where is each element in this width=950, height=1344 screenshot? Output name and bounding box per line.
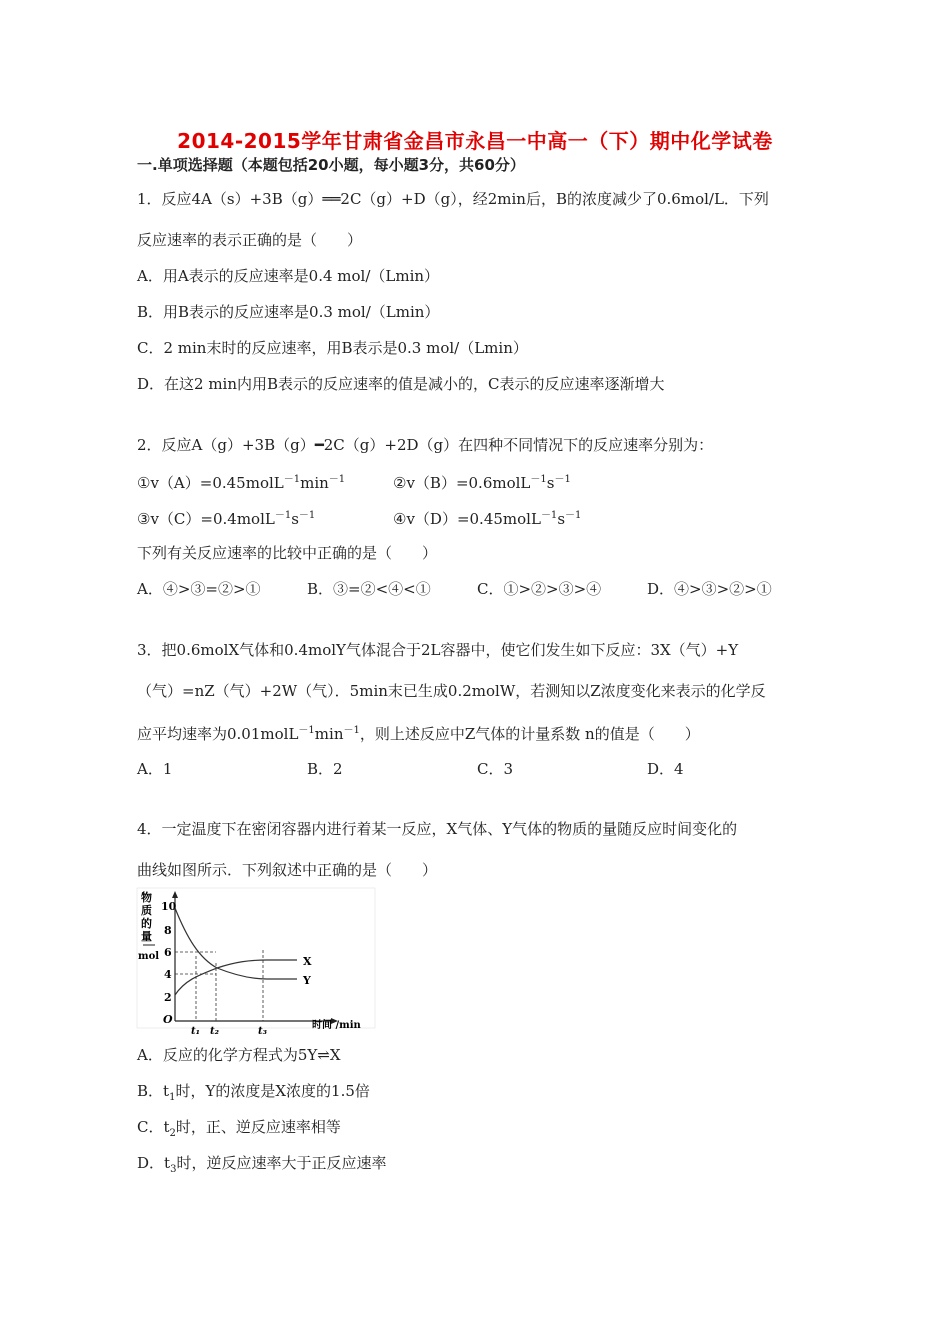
q1-option-a: A．用A表示的反应速率是0.4 mol/（Lmin）: [137, 267, 440, 285]
q2-rate-4: $④v(D)=0.45molL^{-1}s^{-1}$: [393, 510, 582, 528]
q2-rates-row2: [137, 506, 581, 529]
ylabel-char-3: 的: [141, 917, 152, 930]
series-x-label: X: [303, 955, 312, 968]
amount-time-chart: [137, 888, 375, 1037]
q2-option-d: D．④>③>②>①: [647, 580, 772, 598]
ylabel-char-1: 物: [141, 891, 152, 904]
q3-option-d: D．4: [647, 760, 684, 778]
q4-option-a: A．反应的化学方程式为5Y⇌X: [137, 1046, 341, 1064]
ytick-6: 6: [164, 946, 172, 959]
series-y-label: Y: [303, 974, 311, 987]
q2-option-b: B．③=②<④<①: [307, 580, 431, 598]
ytick-10: 10: [161, 900, 177, 913]
q1-option-b: B．用B表示的反应速率是0.3 mol/（Lmin）: [137, 303, 440, 321]
q2-option-c: C．①>②>③>④: [477, 580, 602, 598]
q4-option-d: D．$t_3$时，逆反应速率大于正反应速率: [137, 1154, 387, 1175]
q4-option-c: C．$t_2$时，正、逆反应速率相等: [137, 1118, 341, 1139]
q2-rate-1: $①v(A)=0.45molL^{-1}\min^{-1}$: [137, 474, 346, 492]
xlabel: 时间 /min: [312, 1020, 361, 1031]
ylabel-char-4: 量: [141, 930, 152, 943]
q4-option-b: B．$t_1$时，Y的浓度是X浓度的1.5倍: [137, 1082, 370, 1103]
q2-options: [137, 578, 817, 599]
q2-rates-row1: [137, 470, 571, 493]
xtick-t3: t₃: [258, 1026, 267, 1037]
ytick-8: 8: [164, 924, 172, 937]
page-title: 2014-2015学年甘肃省金昌市永昌一中高一（下）期中化学试卷: [177, 129, 773, 153]
q2-stem-line1: 2．反应A（g）+3B（g）━2C（g）+2D（g）在四种不同情况下的反应速率分别为：: [137, 436, 714, 454]
q3-stem-line1: 3．把0.6molX气体和0.4molY气体混合于2L容器中，使它们发生如下反应：3X（气）+Y: [137, 641, 739, 659]
q2-rate-3: $③v(C)=0.4molL^{-1}s^{-1}$: [137, 510, 316, 528]
q4-stem-line1: 4．一定温度下在密闭容器内进行着某一反应，X气体、Y气体的物质的量随反应时间变化的: [137, 820, 738, 838]
ylabel-unit: mol: [138, 951, 160, 962]
q1-option-c: C．2 min末时的反应速率，用B表示是0.3 mol/（Lmin）: [137, 339, 528, 357]
q2-rate-2: $②v(B)=0.6molL^{-1}s^{-1}$: [393, 474, 571, 492]
q3-option-b: B．2: [307, 760, 343, 778]
q3-stem-line3: 应平均速率为$0.01molL^{-1}\min^{-1}$，则上述反应中Z气体的计量系数 n的值是（ ）: [137, 725, 700, 743]
section-heading: 一.单项选择题（本题包括20小题，每小题3分，共60分）: [137, 156, 525, 174]
q3-option-c: C．3: [477, 760, 514, 778]
origin-label: O: [163, 1013, 173, 1026]
q1-option-d: D．在这2 min内用B表示的反应速率的值是减小的，C表示的反应速率逐渐增大: [137, 375, 665, 393]
ytick-2: 2: [164, 991, 172, 1004]
ylabel-char-2: 质: [141, 904, 152, 917]
xtick-t2: t₂: [210, 1026, 219, 1037]
q3-option-a: A．1: [137, 760, 173, 778]
q1-stem-line2: 反应速率的表示正确的是（ ）: [137, 231, 363, 249]
q2-stem-line2: 下列有关反应速率的比较中正确的是（ ）: [137, 544, 438, 562]
q3-options: [137, 758, 817, 779]
ytick-4: 4: [164, 968, 172, 981]
q2-option-a: A．④>③=②>①: [137, 580, 261, 598]
q3-stem-line2: （气）=nZ（气）+2W（气）．5min末已生成0.2molW，若测知以Z浓度变化来表示的化学反: [137, 682, 766, 700]
q4-stem-line2: 曲线如图所示．下列叙述中正确的是（ ）: [137, 861, 438, 879]
xtick-t1: t₁: [191, 1026, 200, 1037]
q1-stem-line1: 1．反应4A（s）+3B（g）══2C（g）+D（g），经2min后，B的浓度减少了0.6mol/L．下列: [137, 190, 769, 208]
